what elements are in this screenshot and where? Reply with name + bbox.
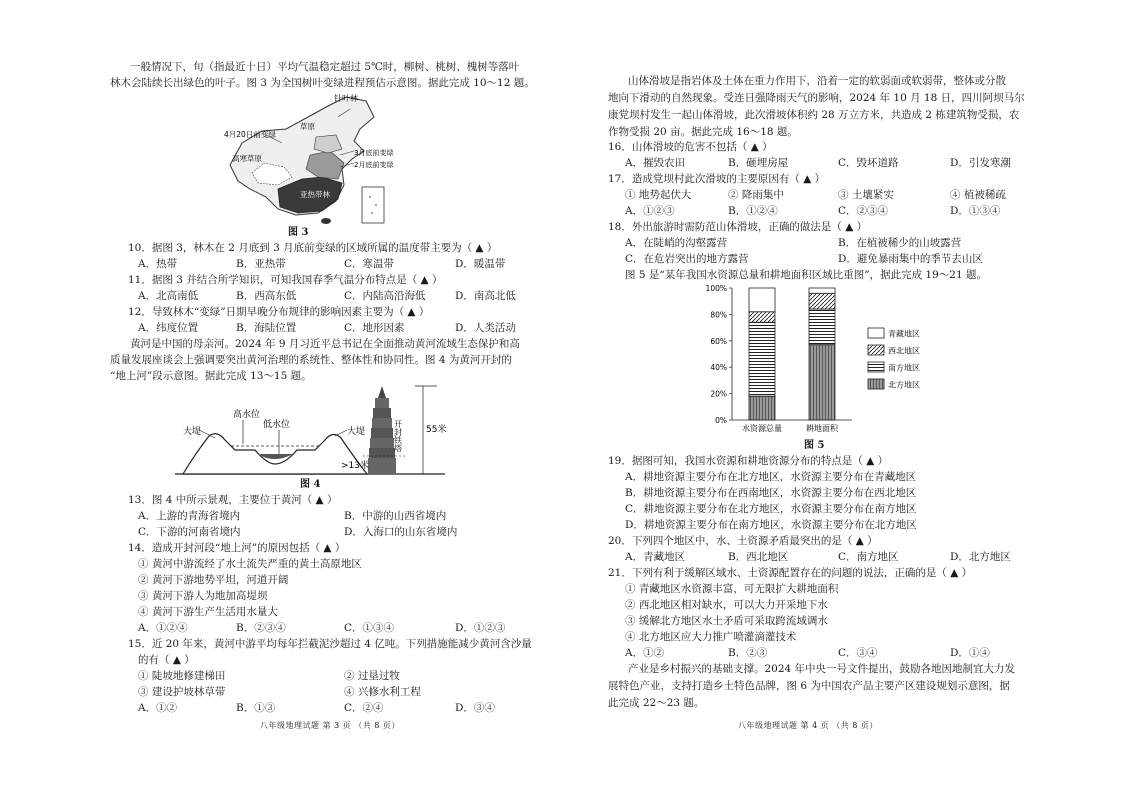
bar-segment <box>749 322 775 396</box>
q19-option-c: C．耕地资源主要分布在北方地区，水资源主要分布在南方地区 <box>625 503 917 515</box>
q19-option-d: D．耕地资源主要分布在南方地区，水资源主要分布在北方地区 <box>625 519 917 531</box>
q21-option-c: C．③④ <box>838 647 878 659</box>
intro-text-line: 质量发展座谈会上强调要突出黄河治理的系统性、整体性和协同性。图 4 为黄河开封的 <box>110 354 512 366</box>
intro-text-line: 地向下滑动的自然现象。受连日强降雨天气的影响，2024 年 10 月 18 日，四川阿坝马尔 <box>608 92 1025 104</box>
q13-option-b: B．中游的山西省境内 <box>344 510 447 522</box>
figure-3-caption: 图 3 <box>288 227 309 238</box>
label-coniferous: 针叶林 <box>334 94 358 103</box>
intro-text-line: 作物受损 20 亩。据此完成 16～18 题。 <box>608 126 798 138</box>
q11-option-d: D．南高北低 <box>455 290 516 302</box>
q17-statement: ③ 土壤紧实 <box>838 189 894 201</box>
label-april-green: 4月20日前变绿 <box>224 130 276 139</box>
q17-statement: ① 地势起伏大 <box>625 189 692 201</box>
bar-segment <box>749 288 775 312</box>
question-13-stem: 13．图 4 中所示景观，主要位于黄河（ ▲ ） <box>128 494 338 506</box>
y-tick-label: 60% <box>710 336 727 346</box>
figure-5-chart <box>692 282 962 442</box>
q13-option-c: C．下游的河南省境内 <box>138 526 241 538</box>
bar-segment <box>809 309 835 345</box>
figure-5-caption: 图 5 <box>804 440 825 451</box>
q16-option-b: B．砸埋房屋 <box>728 157 789 169</box>
q17-statement: ② 降雨集中 <box>728 189 784 201</box>
q13-option-a: A．上游的青海省境内 <box>138 510 241 522</box>
q10-option-b: B．亚热带 <box>236 258 286 270</box>
q18-option-a: A．在陡峭的沟壑露营 <box>625 237 728 249</box>
y-tick-label: 20% <box>710 389 727 399</box>
page-footer: 八年级地理试题 第 4 页 （共 8 页） <box>738 721 878 730</box>
q18-option-b: B．在植被稀少的山坡露营 <box>838 237 962 249</box>
figure-5-intro: 图 5 是“某年我国水资源总量和耕地面积区域比重图”，据此完成 19～21 题。 <box>625 269 987 281</box>
exam-page-4 <box>560 0 1123 793</box>
question-15-stem-cont: 的有（ ▲ ） <box>138 654 195 666</box>
question-11-stem: 11．据图 3 并结合所学知识，可知我国春季气温分布特点是（ ▲ ） <box>128 274 443 286</box>
intro-text-line: 康党坝村发生一起山体滑坡，此次滑坡体积约 28 万立方米，共造成 2 栋建筑物受损，农 <box>608 109 1020 121</box>
legend-label: 南方地区 <box>888 363 920 373</box>
intro-text-line: 产业是乡村振兴的基础支撑。2024 年中央一号文件提出，鼓励各地因地制宜大力发 <box>628 663 1016 675</box>
figure-4-diagram <box>175 384 450 478</box>
label-pagoda: 开封铁塔 <box>393 420 403 452</box>
q17-option-c: C．②③④ <box>838 205 889 217</box>
q12-option-c: C．地形因素 <box>344 322 405 334</box>
y-tick-label: 0% <box>715 416 727 425</box>
q11-option-b: B．西高东低 <box>236 290 297 302</box>
label-subtropical: 亚热带林 <box>300 190 330 199</box>
q16-option-d: D．引发寒潮 <box>950 157 1011 169</box>
q11-option-c: C．内陆高沿海低 <box>344 290 426 302</box>
question-19-stem: 19．据图可知，我国水资源和耕地资源分布的特点是（ ▲ ） <box>608 455 889 467</box>
question-17-stem: 17．造成党坝村此次滑坡的主要原因有（ ▲ ） <box>608 173 826 185</box>
q15-statement: ② 过垦过牧 <box>344 670 400 682</box>
q17-statement: ④ 植被稀疏 <box>950 189 1006 201</box>
legend-label: 西北地区 <box>888 346 920 356</box>
q12-option-a: A．纬度位置 <box>138 322 199 334</box>
q15-statement: ④ 兴修水利工程 <box>344 686 421 698</box>
q14-statement: ③ 黄河下游人为地加高堤坝 <box>138 590 268 602</box>
label-dike-right: 大堤 <box>347 427 366 437</box>
q21-option-a: A．①② <box>625 647 665 659</box>
q14-statement: ② 黄河下游地势平坦，河道开阔 <box>138 574 289 586</box>
legend-swatch <box>868 362 884 372</box>
q17-option-d: D．①③④ <box>950 205 1001 217</box>
q21-statement: ① 青藏地区水资源丰富，可无限扩大耕地面积 <box>625 583 839 595</box>
q20-option-b: B．西北地区 <box>728 551 789 563</box>
question-21-stem: 21．下列有利于缓解区域水、土资源配置存在的问题的说法，正确的是（ ▲ ） <box>608 567 973 579</box>
intro-text-line: 展特色产业，支持打造乡土特色品牌，图 6 为中国农产品主要产区建设规划示意图，据 <box>608 680 1010 692</box>
legend <box>868 328 920 390</box>
label-march-green: 3月底前变绿 <box>354 149 394 157</box>
y-tick-label: 80% <box>710 310 727 320</box>
q16-option-a: A．摧毁农田 <box>625 157 686 169</box>
question-20-stem: 20．下列四个地区中，水、土资源矛盾最突出的是（ ▲ ） <box>608 535 878 547</box>
q20-option-c: C．南方地区 <box>838 551 899 563</box>
q15-option-c: C．②④ <box>344 702 384 714</box>
label-river-height: >13米 <box>341 461 369 471</box>
q10-option-a: A．热带 <box>138 258 178 270</box>
q12-option-d: D．人类活动 <box>455 322 516 334</box>
q15-statement: ③ 建设护坡林草带 <box>138 686 226 698</box>
south-sea-inset <box>362 187 384 223</box>
bar-segment <box>749 396 775 420</box>
q15-option-a: A．①② <box>138 702 178 714</box>
label-high-water: 高水位 <box>233 410 261 420</box>
q20-option-d: D．北方地区 <box>950 551 1011 563</box>
legend-swatch <box>868 379 884 389</box>
bar-area <box>742 288 839 433</box>
q14-option-d: D．①②③ <box>455 622 506 634</box>
bar-segment <box>809 288 835 293</box>
q13-option-d: D．入海口的山东省境内 <box>344 526 458 538</box>
q15-option-b: B．①③ <box>236 702 276 714</box>
q16-option-c: C．毁坏道路 <box>838 157 899 169</box>
intro-text-line: 黄河是中国的母亲河。2024 年 9 月习近平总书记在全面推动黄河流域生态保护和高 <box>130 338 520 350</box>
q12-option-b: B．海陆位置 <box>236 322 297 334</box>
q10-option-c: C．寒温带 <box>344 258 395 270</box>
q15-statement: ① 陡坡地修建梯田 <box>138 670 226 682</box>
y-tick-label: 40% <box>710 363 727 373</box>
intro-text-line: 一般情况下，旬（指最近十日）平均气温稳定超过 5℃时，柳树、桃树、槐树等落叶 <box>130 61 520 73</box>
legend-label: 北方地区 <box>888 380 920 390</box>
question-16-stem: 16．山体滑坡的危害不包括（ ▲ ） <box>608 141 773 153</box>
q15-option-d: D．③④ <box>455 702 495 714</box>
q21-statement: ② 西北地区相对缺水，可以大力开采地下水 <box>625 599 828 611</box>
intro-text-line: 此完成 22～23 题。 <box>608 697 705 709</box>
question-10-stem: 10．据图 3，林木在 2 月底到 3 月底前变绿的区域所属的温度带主要为（ ▲ ） <box>128 242 498 254</box>
label-low-water: 低水位 <box>263 420 291 430</box>
q21-statement: ③ 缓解北方地区水土矛盾可采取跨流域调水 <box>625 615 828 627</box>
legend-swatch <box>868 345 884 355</box>
q21-option-d: D．①④ <box>950 647 990 659</box>
label-feb-green: 2月底前变绿 <box>354 161 394 169</box>
q10-option-d: D．暖温带 <box>455 258 506 270</box>
bar-segment <box>749 312 775 323</box>
hainan-island <box>321 218 331 224</box>
legend-label: 青藏地区 <box>888 329 920 339</box>
q21-statement: ④ 北方地区应大力推广喷灌滴灌技术 <box>625 631 797 643</box>
label-grassland: 草原 <box>300 122 315 131</box>
bar-segment <box>809 345 835 420</box>
q14-statement: ④ 黄河下游生产生活用水量大 <box>138 606 278 618</box>
legend-swatch <box>868 328 884 338</box>
figure-4-caption: 图 4 <box>300 479 321 490</box>
exam-page-3 <box>0 0 560 793</box>
intro-text-line: 山体滑坡是指岩体及土体在重力作用下，沿着一定的软弱面或软弱带，整体或分散 <box>628 75 1006 87</box>
question-14-stem: 14．造成开封河段“地上河”的原因包括（ ▲ ） <box>128 542 346 554</box>
label-alpine-grassland: 高寒草原 <box>232 154 262 163</box>
q14-option-a: A．①②④ <box>138 622 188 634</box>
label-pagoda-height: 55米 <box>426 425 447 435</box>
intro-text-line: “地上河”段示意图。据此完成 13～15 题。 <box>110 370 312 382</box>
q17-option-b: B．①②④ <box>728 205 778 217</box>
intro-text-line: 林木会陆续长出绿色的叶子。图 3 为全国树叶变绿进程预估示意图。据此完成 10～12 题。 <box>110 77 535 89</box>
label-dike-left: 大堤 <box>183 427 202 437</box>
q14-statement: ① 黄河中游流经了水土流失严重的黄土高原地区 <box>138 558 362 570</box>
q18-option-c: C．在危岩突出的地方露营 <box>625 253 749 265</box>
y-tick-label: 100% <box>705 284 727 293</box>
kaifeng-iron-pagoda <box>368 386 396 474</box>
x-category-label: 水资源总量 <box>742 424 782 433</box>
q17-option-a: A．①②③ <box>625 205 675 217</box>
q19-option-b: B．耕地资源主要分布在西南地区，水资源主要分布在西北地区 <box>625 487 917 499</box>
bar-segment <box>809 293 835 309</box>
x-category-label: 耕地面积 <box>806 424 838 433</box>
q20-option-a: A．青藏地区 <box>625 551 686 563</box>
question-12-stem: 12．导致林木“变绿”日期早晚分布规律的影响因素主要为（ ▲ ） <box>128 306 430 318</box>
q21-option-b: B．②③ <box>728 647 768 659</box>
figure-3-map <box>218 93 398 228</box>
q14-option-b: B．②③④ <box>236 622 286 634</box>
question-15-stem: 15．近 20 年来，黄河中游平均每年拦截泥沙超过 4 亿吨。下列措施能减少黄河含沙量 <box>128 638 532 650</box>
q19-option-a: A．耕地资源主要分布在北方地区，水资源主要分布在青藏地区 <box>625 471 917 483</box>
question-18-stem: 18．外出旅游时需防范山体滑坡，正确的做法是（ ▲ ） <box>608 221 868 233</box>
dike-cross-section <box>183 434 367 474</box>
q18-option-d: D．避免暴雨集中的季节去山区 <box>838 253 983 265</box>
page-footer: 八年级地理试题 第 3 页 （共 8 页） <box>260 721 400 730</box>
q11-option-a: A．北高南低 <box>138 290 199 302</box>
q14-option-c: C．①③④ <box>344 622 395 634</box>
